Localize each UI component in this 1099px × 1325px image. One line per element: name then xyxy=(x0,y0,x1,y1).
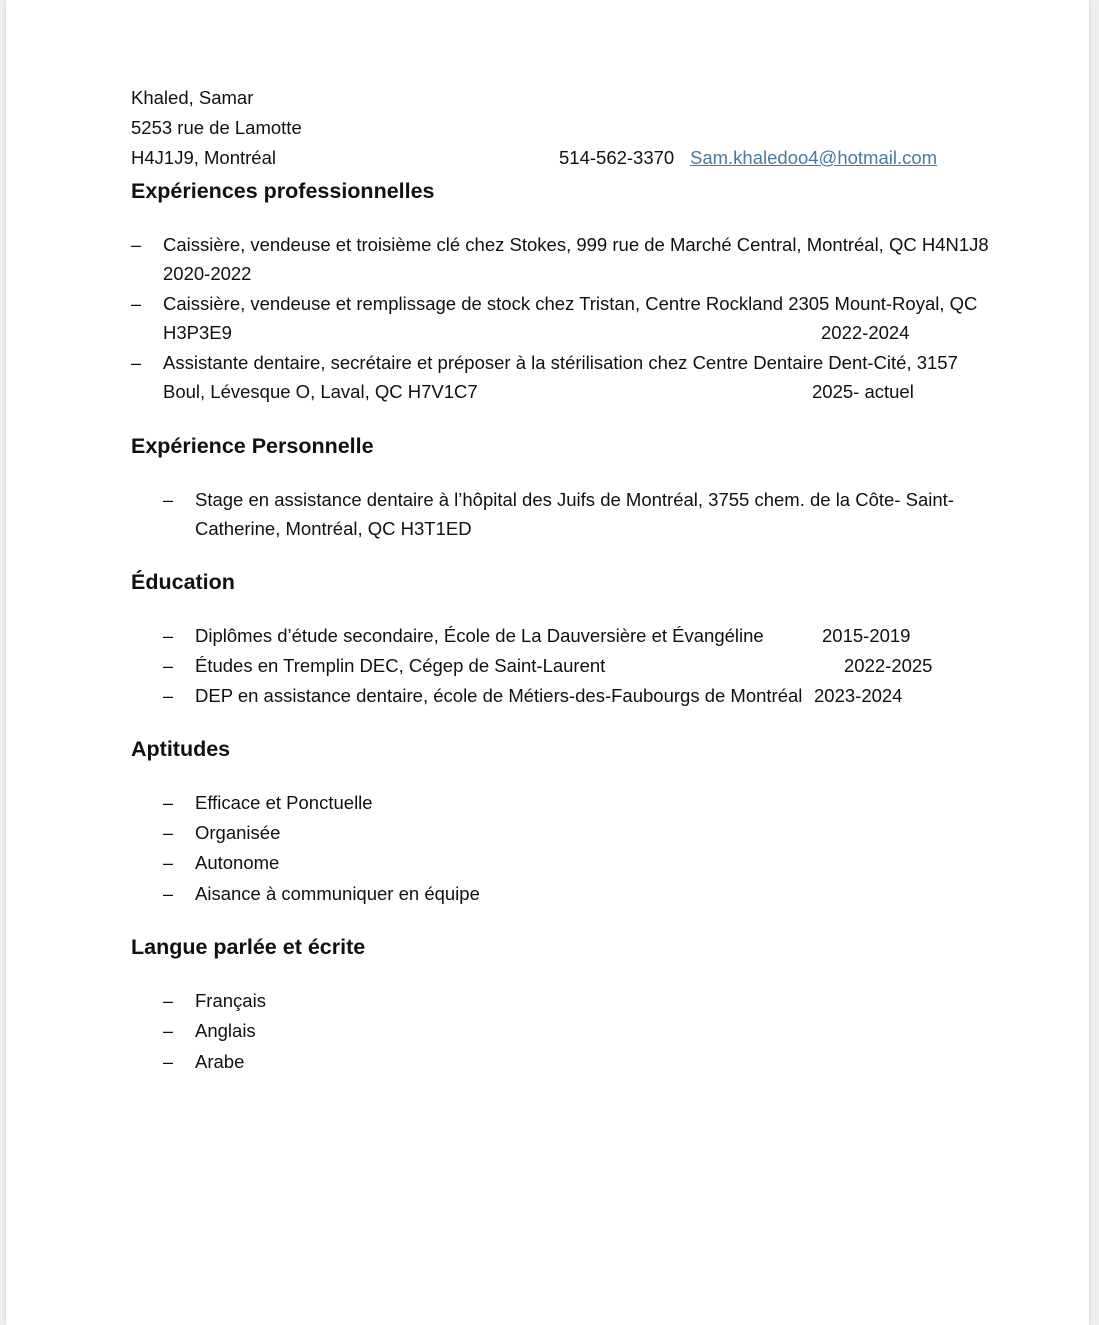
list-bullet: – xyxy=(163,793,174,813)
skill-item: Aisance à communiquer en équipe xyxy=(195,883,480,904)
list-bullet: – xyxy=(163,884,174,904)
professional-item-2-line1: Caissière, vendeuse et remplissage de stock chez Tristan, Centre Rockland 2305 Mount-Royal, QC xyxy=(163,293,978,314)
section-title-professional: Expériences professionnelles xyxy=(131,179,435,203)
professional-item-3-date: 2025- actuel xyxy=(812,381,914,402)
list-bullet: – xyxy=(163,656,174,676)
list-bullet: – xyxy=(163,823,174,843)
document-page xyxy=(6,0,1089,1325)
section-title-languages: Langue parlée et écrite xyxy=(131,935,366,959)
personal-item-1-line2: Catherine, Montréal, QC H3T1ED xyxy=(195,518,472,539)
education-item-3-date: 2023-2024 xyxy=(814,685,903,706)
professional-item-2-date: 2022-2024 xyxy=(821,322,910,343)
language-item: Français xyxy=(195,990,266,1011)
language-item: Arabe xyxy=(195,1051,245,1072)
contact-email-link[interactable]: Sam.khaledoo4@hotmail.com xyxy=(690,147,938,168)
section-title-skills: Aptitudes xyxy=(131,737,231,761)
contact-city: H4J1J9, Montréal xyxy=(131,147,276,168)
contact-name: Khaled, Samar xyxy=(131,87,254,108)
skill-item: Autonome xyxy=(195,852,280,873)
education-item-1: Diplômes d’étude secondaire, École de La Dauversière et Évangéline xyxy=(195,625,764,646)
language-item: Anglais xyxy=(195,1020,256,1041)
list-bullet: – xyxy=(131,235,142,255)
list-bullet: – xyxy=(163,1021,174,1041)
personal-item-1-line1: Stage en assistance dentaire à l’hôpital des Juifs de Montréal, 3755 chem. de la Côte- Saint- xyxy=(195,489,954,510)
education-item-1-date: 2015-2019 xyxy=(822,625,911,646)
professional-item-3-line1: Assistante dentaire, secrétaire et préposer à la stérilisation chez Centre Dentaire Dent-Cité, 3157 xyxy=(163,352,958,373)
list-bullet: – xyxy=(131,353,142,373)
professional-item-1-line1: Caissière, vendeuse et troisième clé chez Stokes, 999 rue de Marché Central, Montréal, QC H4N1J8 xyxy=(163,234,989,255)
list-bullet: – xyxy=(163,686,174,706)
list-bullet: – xyxy=(163,626,174,646)
section-title-personal: Expérience Personnelle xyxy=(131,434,374,458)
education-item-2: Études en Tremplin DEC, Cégep de Saint-Laurent xyxy=(195,655,606,676)
professional-item-2-line2: H3P3E9 xyxy=(163,322,232,343)
education-item-3: DEP en assistance dentaire, école de Métiers-des-Faubourgs de Montréal xyxy=(195,685,803,706)
contact-street: 5253 rue de Lamotte xyxy=(131,117,302,138)
education-item-2-date: 2022-2025 xyxy=(844,655,933,676)
professional-item-3-line2: Boul, Lévesque O, Laval, QC H7V1C7 xyxy=(163,381,478,402)
section-title-education: Éducation xyxy=(131,570,235,594)
skill-item: Organisée xyxy=(195,822,281,843)
contact-phone: 514-562-3370 xyxy=(559,147,675,168)
list-bullet: – xyxy=(163,1052,174,1072)
list-bullet: – xyxy=(163,853,174,873)
professional-item-1-line2: 2020-2022 xyxy=(163,263,252,284)
list-bullet: – xyxy=(163,991,174,1011)
list-bullet: – xyxy=(131,294,142,314)
list-bullet: – xyxy=(163,490,174,510)
skill-item: Efficace et Ponctuelle xyxy=(195,792,373,813)
